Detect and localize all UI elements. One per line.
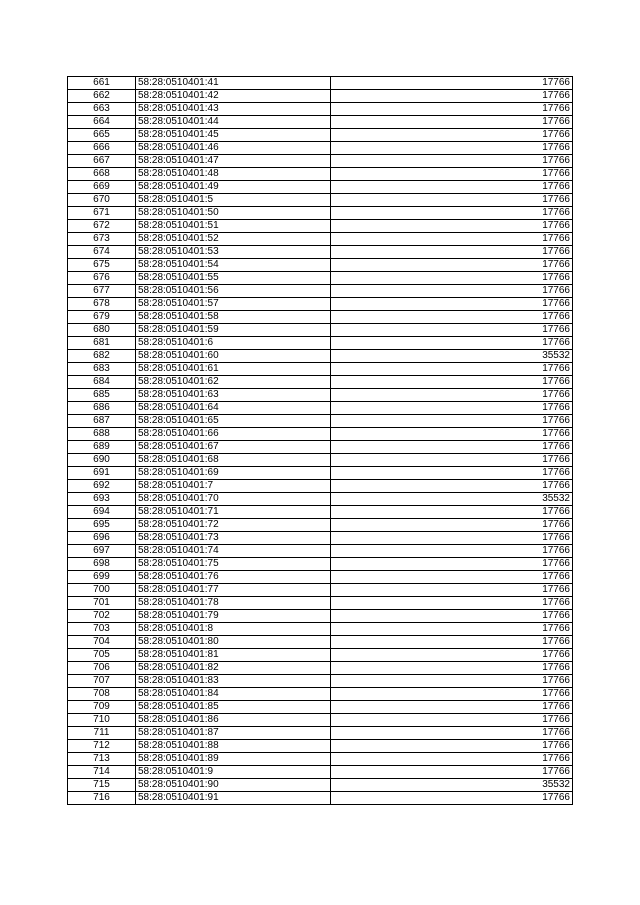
- row-number-cell: 681: [68, 337, 136, 350]
- table-row: [68, 155, 573, 168]
- row-number-cell: 708: [68, 688, 136, 701]
- table-row: [68, 311, 573, 324]
- value-cell: 17766: [331, 467, 573, 480]
- table-row: [68, 532, 573, 545]
- row-number-cell: 698: [68, 558, 136, 571]
- cadastral-number-cell: 58:28:0510401:87: [136, 727, 331, 740]
- cadastral-number-cell: 58:28:0510401:58: [136, 311, 331, 324]
- table-row: [68, 571, 573, 584]
- table-row: [68, 675, 573, 688]
- value-cell: 17766: [331, 103, 573, 116]
- row-number-cell: 675: [68, 259, 136, 272]
- cadastral-number-cell: 58:28:0510401:52: [136, 233, 331, 246]
- value-cell: 17766: [331, 688, 573, 701]
- table-row: [68, 597, 573, 610]
- table-row: [68, 324, 573, 337]
- value-cell: 17766: [331, 675, 573, 688]
- value-cell: 17766: [331, 571, 573, 584]
- table-row: [68, 753, 573, 766]
- table-row: [68, 688, 573, 701]
- row-number-cell: 710: [68, 714, 136, 727]
- table-row: [68, 90, 573, 103]
- value-cell: 17766: [331, 272, 573, 285]
- cadastral-number-cell: 58:28:0510401:64: [136, 402, 331, 415]
- cadastral-number-cell: 58:28:0510401:62: [136, 376, 331, 389]
- value-cell: 17766: [331, 116, 573, 129]
- row-number-cell: 674: [68, 246, 136, 259]
- value-cell: 17766: [331, 649, 573, 662]
- value-cell: 17766: [331, 584, 573, 597]
- value-cell: 17766: [331, 220, 573, 233]
- cadastral-number-cell: 58:28:0510401:9: [136, 766, 331, 779]
- table-row: [68, 77, 573, 90]
- row-number-cell: 676: [68, 272, 136, 285]
- value-cell: 17766: [331, 337, 573, 350]
- table-row: [68, 480, 573, 493]
- value-cell: 17766: [331, 506, 573, 519]
- table-row: [68, 610, 573, 623]
- row-number-cell: 680: [68, 324, 136, 337]
- value-cell: 17766: [331, 792, 573, 805]
- row-number-cell: 668: [68, 168, 136, 181]
- row-number-cell: 689: [68, 441, 136, 454]
- table-row: [68, 662, 573, 675]
- value-cell: 17766: [331, 389, 573, 402]
- table-row: [68, 766, 573, 779]
- row-number-cell: 688: [68, 428, 136, 441]
- value-cell: 17766: [331, 142, 573, 155]
- value-cell: 17766: [331, 298, 573, 311]
- row-number-cell: 684: [68, 376, 136, 389]
- table-row: [68, 467, 573, 480]
- value-cell: 17766: [331, 662, 573, 675]
- cadastral-number-cell: 58:28:0510401:85: [136, 701, 331, 714]
- row-number-cell: 664: [68, 116, 136, 129]
- row-number-cell: 695: [68, 519, 136, 532]
- table-row: [68, 623, 573, 636]
- row-number-cell: 686: [68, 402, 136, 415]
- table-row: [68, 220, 573, 233]
- row-number-cell: 703: [68, 623, 136, 636]
- value-cell: 17766: [331, 194, 573, 207]
- value-cell: 17766: [331, 532, 573, 545]
- table-row: [68, 363, 573, 376]
- value-cell: 17766: [331, 714, 573, 727]
- row-number-cell: 711: [68, 727, 136, 740]
- value-cell: 17766: [331, 207, 573, 220]
- cadastral-number-cell: 58:28:0510401:69: [136, 467, 331, 480]
- cadastral-number-cell: 58:28:0510401:56: [136, 285, 331, 298]
- table-row: [68, 337, 573, 350]
- row-number-cell: 707: [68, 675, 136, 688]
- table-row: [68, 441, 573, 454]
- cadastral-number-cell: 58:28:0510401:8: [136, 623, 331, 636]
- table-row: [68, 168, 573, 181]
- value-cell: 17766: [331, 285, 573, 298]
- value-cell: 17766: [331, 454, 573, 467]
- table-row: [68, 376, 573, 389]
- value-cell: 17766: [331, 90, 573, 103]
- row-number-cell: 700: [68, 584, 136, 597]
- value-cell: 17766: [331, 324, 573, 337]
- value-cell: 17766: [331, 701, 573, 714]
- row-number-cell: 678: [68, 298, 136, 311]
- value-cell: 17766: [331, 311, 573, 324]
- cadastral-number-cell: 58:28:0510401:75: [136, 558, 331, 571]
- cadastral-number-cell: 58:28:0510401:73: [136, 532, 331, 545]
- row-number-cell: 670: [68, 194, 136, 207]
- cadastral-number-cell: 58:28:0510401:55: [136, 272, 331, 285]
- cadastral-number-cell: 58:28:0510401:46: [136, 142, 331, 155]
- row-number-cell: 661: [68, 77, 136, 90]
- table-row: [68, 194, 573, 207]
- row-number-cell: 699: [68, 571, 136, 584]
- table-row: [68, 298, 573, 311]
- table-row: [68, 493, 573, 506]
- value-cell: 17766: [331, 610, 573, 623]
- value-cell: 17766: [331, 480, 573, 493]
- table-row: [68, 389, 573, 402]
- value-cell: 17766: [331, 233, 573, 246]
- table-row: [68, 636, 573, 649]
- table-row: [68, 701, 573, 714]
- value-cell: 17766: [331, 376, 573, 389]
- table-row: [68, 129, 573, 142]
- value-cell: 17766: [331, 727, 573, 740]
- row-number-cell: 679: [68, 311, 136, 324]
- row-number-cell: 705: [68, 649, 136, 662]
- table-row: [68, 545, 573, 558]
- cadastral-number-cell: 58:28:0510401:84: [136, 688, 331, 701]
- cadastral-number-cell: 58:28:0510401:60: [136, 350, 331, 363]
- row-number-cell: 706: [68, 662, 136, 675]
- cadastral-number-cell: 58:28:0510401:53: [136, 246, 331, 259]
- cadastral-number-cell: 58:28:0510401:66: [136, 428, 331, 441]
- table-row: [68, 558, 573, 571]
- value-cell: 17766: [331, 402, 573, 415]
- table-row: [68, 584, 573, 597]
- value-cell: 17766: [331, 597, 573, 610]
- cadastral-number-cell: 58:28:0510401:7: [136, 480, 331, 493]
- table-row: [68, 402, 573, 415]
- value-cell: 17766: [331, 155, 573, 168]
- cadastral-number-cell: 58:28:0510401:5: [136, 194, 331, 207]
- value-cell: 17766: [331, 519, 573, 532]
- value-cell: 35532: [331, 493, 573, 506]
- value-cell: 17766: [331, 545, 573, 558]
- row-number-cell: 694: [68, 506, 136, 519]
- row-number-cell: 697: [68, 545, 136, 558]
- value-cell: 17766: [331, 636, 573, 649]
- cadastral-number-cell: 58:28:0510401:86: [136, 714, 331, 727]
- cadastral-number-cell: 58:28:0510401:72: [136, 519, 331, 532]
- row-number-cell: 702: [68, 610, 136, 623]
- value-cell: 17766: [331, 129, 573, 142]
- data-table: [67, 76, 573, 805]
- cadastral-number-cell: 58:28:0510401:89: [136, 753, 331, 766]
- table-row: [68, 233, 573, 246]
- table-row: [68, 727, 573, 740]
- value-cell: 17766: [331, 753, 573, 766]
- row-number-cell: 693: [68, 493, 136, 506]
- cadastral-number-cell: 58:28:0510401:82: [136, 662, 331, 675]
- cadastral-number-cell: 58:28:0510401:50: [136, 207, 331, 220]
- cadastral-number-cell: 58:28:0510401:90: [136, 779, 331, 792]
- row-number-cell: 701: [68, 597, 136, 610]
- row-number-cell: 712: [68, 740, 136, 753]
- table-row: [68, 142, 573, 155]
- table-row: [68, 519, 573, 532]
- row-number-cell: 716: [68, 792, 136, 805]
- table-row: [68, 454, 573, 467]
- table-row: [68, 428, 573, 441]
- table-row: [68, 740, 573, 753]
- cadastral-number-cell: 58:28:0510401:79: [136, 610, 331, 623]
- table-row: [68, 285, 573, 298]
- value-cell: 17766: [331, 740, 573, 753]
- row-number-cell: 692: [68, 480, 136, 493]
- value-cell: 17766: [331, 766, 573, 779]
- row-number-cell: 687: [68, 415, 136, 428]
- cadastral-number-cell: 58:28:0510401:63: [136, 389, 331, 402]
- row-number-cell: 713: [68, 753, 136, 766]
- row-number-cell: 715: [68, 779, 136, 792]
- cadastral-number-cell: 58:28:0510401:44: [136, 116, 331, 129]
- table-row: [68, 350, 573, 363]
- row-number-cell: 677: [68, 285, 136, 298]
- cadastral-number-cell: 58:28:0510401:59: [136, 324, 331, 337]
- table-row: [68, 714, 573, 727]
- cadastral-number-cell: 58:28:0510401:88: [136, 740, 331, 753]
- cadastral-number-cell: 58:28:0510401:42: [136, 90, 331, 103]
- table-row: [68, 207, 573, 220]
- table-row: [68, 272, 573, 285]
- table-row: [68, 246, 573, 259]
- row-number-cell: 682: [68, 350, 136, 363]
- cadastral-number-cell: 58:28:0510401:83: [136, 675, 331, 688]
- value-cell: 17766: [331, 77, 573, 90]
- row-number-cell: 690: [68, 454, 136, 467]
- cadastral-number-cell: 58:28:0510401:43: [136, 103, 331, 116]
- cadastral-number-cell: 58:28:0510401:71: [136, 506, 331, 519]
- value-cell: 17766: [331, 181, 573, 194]
- value-cell: 17766: [331, 363, 573, 376]
- row-number-cell: 667: [68, 155, 136, 168]
- row-number-cell: 696: [68, 532, 136, 545]
- row-number-cell: 672: [68, 220, 136, 233]
- cadastral-number-cell: 58:28:0510401:80: [136, 636, 331, 649]
- cadastral-number-cell: 58:28:0510401:41: [136, 77, 331, 90]
- value-cell: 17766: [331, 623, 573, 636]
- cadastral-number-cell: 58:28:0510401:54: [136, 259, 331, 272]
- row-number-cell: 665: [68, 129, 136, 142]
- value-cell: 17766: [331, 441, 573, 454]
- table-row: [68, 649, 573, 662]
- value-cell: 17766: [331, 259, 573, 272]
- value-cell: 17766: [331, 558, 573, 571]
- cadastral-number-cell: 58:28:0510401:81: [136, 649, 331, 662]
- cadastral-number-cell: 58:28:0510401:49: [136, 181, 331, 194]
- value-cell: 35532: [331, 779, 573, 792]
- table-row: [68, 792, 573, 805]
- row-number-cell: 685: [68, 389, 136, 402]
- cadastral-number-cell: 58:28:0510401:57: [136, 298, 331, 311]
- row-number-cell: 709: [68, 701, 136, 714]
- table-row: [68, 779, 573, 792]
- cadastral-number-cell: 58:28:0510401:70: [136, 493, 331, 506]
- value-cell: 17766: [331, 428, 573, 441]
- row-number-cell: 691: [68, 467, 136, 480]
- table-body: [68, 77, 573, 805]
- row-number-cell: 666: [68, 142, 136, 155]
- cadastral-number-cell: 58:28:0510401:6: [136, 337, 331, 350]
- cadastral-number-cell: 58:28:0510401:48: [136, 168, 331, 181]
- row-number-cell: 671: [68, 207, 136, 220]
- table-row: [68, 506, 573, 519]
- cadastral-number-cell: 58:28:0510401:67: [136, 441, 331, 454]
- table-row: [68, 181, 573, 194]
- cadastral-number-cell: 58:28:0510401:65: [136, 415, 331, 428]
- cadastral-number-cell: 58:28:0510401:91: [136, 792, 331, 805]
- cadastral-number-cell: 58:28:0510401:68: [136, 454, 331, 467]
- table-row: [68, 259, 573, 272]
- cadastral-number-cell: 58:28:0510401:51: [136, 220, 331, 233]
- value-cell: 17766: [331, 246, 573, 259]
- table-row: [68, 415, 573, 428]
- row-number-cell: 669: [68, 181, 136, 194]
- table-row: [68, 103, 573, 116]
- value-cell: 17766: [331, 415, 573, 428]
- value-cell: 17766: [331, 168, 573, 181]
- row-number-cell: 704: [68, 636, 136, 649]
- row-number-cell: 683: [68, 363, 136, 376]
- table-row: [68, 116, 573, 129]
- cadastral-number-cell: 58:28:0510401:78: [136, 597, 331, 610]
- cadastral-number-cell: 58:28:0510401:61: [136, 363, 331, 376]
- row-number-cell: 662: [68, 90, 136, 103]
- row-number-cell: 714: [68, 766, 136, 779]
- row-number-cell: 673: [68, 233, 136, 246]
- cadastral-number-cell: 58:28:0510401:47: [136, 155, 331, 168]
- cadastral-number-cell: 58:28:0510401:45: [136, 129, 331, 142]
- cadastral-number-cell: 58:28:0510401:76: [136, 571, 331, 584]
- cadastral-number-cell: 58:28:0510401:77: [136, 584, 331, 597]
- row-number-cell: 663: [68, 103, 136, 116]
- value-cell: 35532: [331, 350, 573, 363]
- cadastral-number-cell: 58:28:0510401:74: [136, 545, 331, 558]
